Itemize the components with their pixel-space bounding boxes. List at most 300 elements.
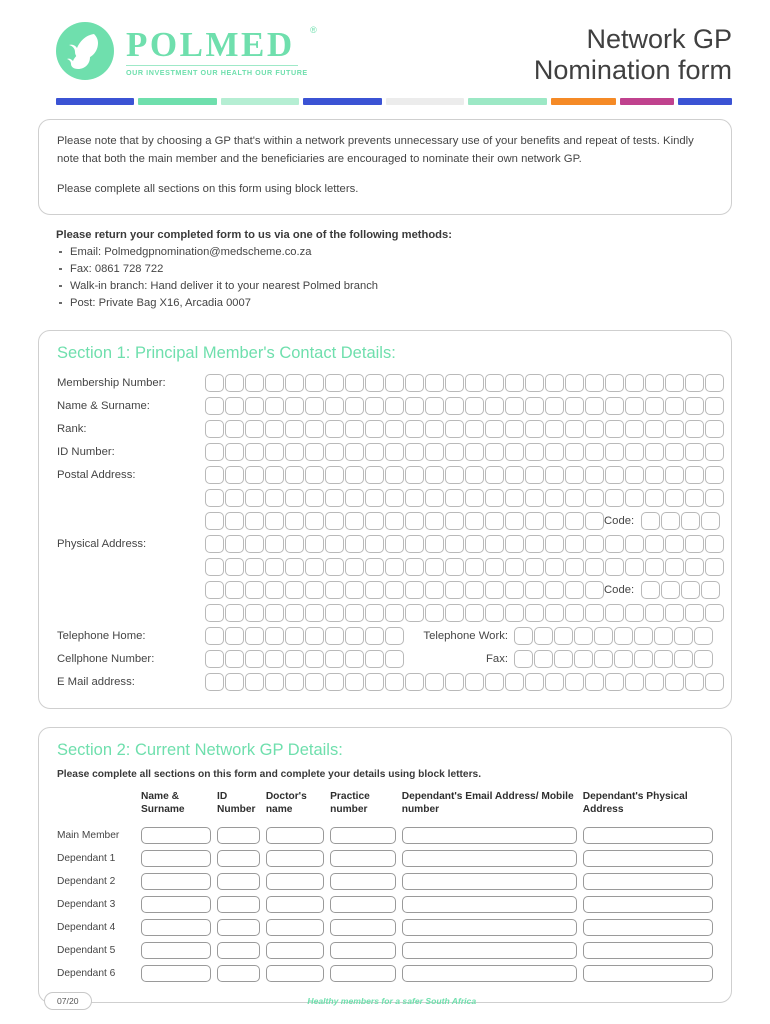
- character-box[interactable]: [465, 397, 484, 415]
- character-box[interactable]: [325, 512, 344, 530]
- character-box[interactable]: [225, 512, 244, 530]
- character-box[interactable]: [605, 535, 624, 553]
- character-box[interactable]: [285, 420, 304, 438]
- character-box[interactable]: [285, 535, 304, 553]
- character-box[interactable]: [485, 397, 504, 415]
- character-box[interactable]: [265, 627, 284, 645]
- character-box[interactable]: [625, 673, 644, 691]
- character-box[interactable]: [665, 489, 684, 507]
- character-box[interactable]: [445, 489, 464, 507]
- character-box[interactable]: [305, 650, 324, 668]
- character-box[interactable]: [585, 535, 604, 553]
- character-box[interactable]: [205, 581, 224, 599]
- character-box[interactable]: [305, 604, 324, 622]
- character-box[interactable]: [405, 581, 424, 599]
- character-box[interactable]: [265, 535, 284, 553]
- character-box[interactable]: [665, 558, 684, 576]
- character-box[interactable]: [465, 489, 484, 507]
- character-box[interactable]: [205, 673, 224, 691]
- character-box[interactable]: [345, 581, 364, 599]
- gp-text-input[interactable]: [266, 965, 324, 982]
- character-box[interactable]: [245, 673, 264, 691]
- character-box[interactable]: [525, 466, 544, 484]
- character-box[interactable]: [625, 558, 644, 576]
- character-box[interactable]: [685, 489, 704, 507]
- character-box[interactable]: [525, 489, 544, 507]
- gp-text-input[interactable]: [217, 896, 260, 913]
- character-box[interactable]: [465, 512, 484, 530]
- character-box[interactable]: [265, 558, 284, 576]
- character-box[interactable]: [305, 420, 324, 438]
- character-box[interactable]: [325, 535, 344, 553]
- gp-text-input[interactable]: [330, 896, 396, 913]
- character-box[interactable]: [534, 627, 553, 645]
- character-box[interactable]: [325, 604, 344, 622]
- character-box[interactable]: [265, 420, 284, 438]
- character-box[interactable]: [345, 397, 364, 415]
- character-box[interactable]: [245, 374, 264, 392]
- character-box[interactable]: [625, 443, 644, 461]
- character-box[interactable]: [694, 627, 713, 645]
- character-box[interactable]: [345, 489, 364, 507]
- gp-text-input[interactable]: [266, 827, 324, 844]
- gp-text-input[interactable]: [141, 850, 211, 867]
- character-box[interactable]: [465, 443, 484, 461]
- character-box[interactable]: [325, 627, 344, 645]
- gp-text-input[interactable]: [583, 850, 713, 867]
- character-box[interactable]: [305, 627, 324, 645]
- gp-text-input[interactable]: [330, 850, 396, 867]
- character-box[interactable]: [585, 581, 604, 599]
- character-box[interactable]: [425, 443, 444, 461]
- character-box[interactable]: [525, 673, 544, 691]
- character-box[interactable]: [465, 604, 484, 622]
- character-box[interactable]: [245, 512, 264, 530]
- character-box[interactable]: [505, 420, 524, 438]
- gp-text-input[interactable]: [217, 873, 260, 890]
- character-box[interactable]: [605, 604, 624, 622]
- gp-text-input[interactable]: [141, 873, 211, 890]
- character-box[interactable]: [505, 489, 524, 507]
- gp-text-input[interactable]: [141, 942, 211, 959]
- character-box[interactable]: [445, 420, 464, 438]
- character-box[interactable]: [265, 397, 284, 415]
- character-box[interactable]: [265, 581, 284, 599]
- character-box[interactable]: [245, 466, 264, 484]
- character-box[interactable]: [705, 535, 724, 553]
- character-box[interactable]: [265, 489, 284, 507]
- character-box[interactable]: [705, 397, 724, 415]
- character-box[interactable]: [205, 397, 224, 415]
- character-box[interactable]: [365, 673, 384, 691]
- character-box[interactable]: [205, 374, 224, 392]
- character-box[interactable]: [365, 604, 384, 622]
- character-box[interactable]: [705, 604, 724, 622]
- character-box[interactable]: [445, 374, 464, 392]
- character-box[interactable]: [485, 420, 504, 438]
- character-box[interactable]: [565, 581, 584, 599]
- character-box[interactable]: [345, 512, 364, 530]
- character-box[interactable]: [345, 558, 364, 576]
- character-box[interactable]: [285, 627, 304, 645]
- character-box[interactable]: [505, 673, 524, 691]
- character-box[interactable]: [325, 374, 344, 392]
- character-box[interactable]: [305, 558, 324, 576]
- character-box[interactable]: [685, 673, 704, 691]
- character-box[interactable]: [245, 558, 264, 576]
- character-box[interactable]: [225, 627, 244, 645]
- character-box[interactable]: [425, 512, 444, 530]
- character-box[interactable]: [445, 397, 464, 415]
- character-box[interactable]: [525, 535, 544, 553]
- character-box[interactable]: [265, 604, 284, 622]
- character-box[interactable]: [525, 604, 544, 622]
- character-box[interactable]: [614, 627, 633, 645]
- character-box[interactable]: [285, 512, 304, 530]
- character-box[interactable]: [565, 512, 584, 530]
- character-box[interactable]: [385, 650, 404, 668]
- character-box[interactable]: [205, 558, 224, 576]
- gp-text-input[interactable]: [402, 873, 577, 890]
- character-box[interactable]: [645, 535, 664, 553]
- character-box[interactable]: [385, 374, 404, 392]
- character-box[interactable]: [265, 466, 284, 484]
- gp-text-input[interactable]: [330, 919, 396, 936]
- character-box[interactable]: [465, 466, 484, 484]
- gp-text-input[interactable]: [402, 850, 577, 867]
- character-box[interactable]: [685, 604, 704, 622]
- character-box[interactable]: [505, 443, 524, 461]
- character-box[interactable]: [685, 443, 704, 461]
- character-box[interactable]: [661, 581, 680, 599]
- character-box[interactable]: [665, 397, 684, 415]
- gp-text-input[interactable]: [402, 896, 577, 913]
- character-box[interactable]: [605, 443, 624, 461]
- character-box[interactable]: [205, 604, 224, 622]
- character-box[interactable]: [565, 466, 584, 484]
- character-box[interactable]: [525, 443, 544, 461]
- character-box[interactable]: [605, 374, 624, 392]
- gp-text-input[interactable]: [583, 942, 713, 959]
- character-box[interactable]: [545, 512, 564, 530]
- character-box[interactable]: [645, 443, 664, 461]
- character-box[interactable]: [565, 420, 584, 438]
- character-box[interactable]: [385, 397, 404, 415]
- character-box[interactable]: [665, 535, 684, 553]
- character-box[interactable]: [345, 420, 364, 438]
- character-box[interactable]: [585, 397, 604, 415]
- character-box[interactable]: [325, 397, 344, 415]
- character-box[interactable]: [705, 489, 724, 507]
- character-box[interactable]: [545, 581, 564, 599]
- character-box[interactable]: [485, 535, 504, 553]
- character-box[interactable]: [574, 627, 593, 645]
- character-box[interactable]: [205, 443, 224, 461]
- character-box[interactable]: [705, 466, 724, 484]
- character-box[interactable]: [365, 512, 384, 530]
- character-box[interactable]: [485, 512, 504, 530]
- gp-text-input[interactable]: [217, 965, 260, 982]
- character-box[interactable]: [594, 627, 613, 645]
- character-box[interactable]: [625, 397, 644, 415]
- character-box[interactable]: [305, 489, 324, 507]
- character-box[interactable]: [525, 374, 544, 392]
- character-box[interactable]: [465, 558, 484, 576]
- character-box[interactable]: [594, 650, 613, 668]
- character-box[interactable]: [285, 489, 304, 507]
- character-box[interactable]: [405, 466, 424, 484]
- character-box[interactable]: [694, 650, 713, 668]
- gp-text-input[interactable]: [330, 965, 396, 982]
- character-box[interactable]: [225, 581, 244, 599]
- character-box[interactable]: [485, 466, 504, 484]
- character-box[interactable]: [665, 673, 684, 691]
- character-box[interactable]: [225, 489, 244, 507]
- character-box[interactable]: [605, 420, 624, 438]
- character-box[interactable]: [625, 466, 644, 484]
- character-box[interactable]: [554, 650, 573, 668]
- character-box[interactable]: [425, 535, 444, 553]
- character-box[interactable]: [345, 443, 364, 461]
- character-box[interactable]: [245, 535, 264, 553]
- character-box[interactable]: [365, 650, 384, 668]
- character-box[interactable]: [641, 581, 660, 599]
- character-box[interactable]: [645, 420, 664, 438]
- character-box[interactable]: [325, 489, 344, 507]
- gp-text-input[interactable]: [330, 827, 396, 844]
- character-box[interactable]: [565, 535, 584, 553]
- character-box[interactable]: [305, 397, 324, 415]
- character-box[interactable]: [325, 581, 344, 599]
- character-box[interactable]: [545, 374, 564, 392]
- character-box[interactable]: [365, 397, 384, 415]
- character-box[interactable]: [625, 420, 644, 438]
- character-box[interactable]: [405, 374, 424, 392]
- character-box[interactable]: [385, 466, 404, 484]
- character-box[interactable]: [325, 466, 344, 484]
- gp-text-input[interactable]: [266, 896, 324, 913]
- character-box[interactable]: [614, 650, 633, 668]
- character-box[interactable]: [505, 374, 524, 392]
- character-box[interactable]: [565, 673, 584, 691]
- character-box[interactable]: [701, 581, 720, 599]
- character-box[interactable]: [665, 374, 684, 392]
- character-box[interactable]: [605, 558, 624, 576]
- character-box[interactable]: [305, 673, 324, 691]
- character-box[interactable]: [674, 627, 693, 645]
- character-box[interactable]: [605, 397, 624, 415]
- character-box[interactable]: [365, 627, 384, 645]
- character-box[interactable]: [525, 397, 544, 415]
- character-box[interactable]: [634, 650, 653, 668]
- character-box[interactable]: [505, 581, 524, 599]
- character-box[interactable]: [445, 581, 464, 599]
- character-box[interactable]: [405, 512, 424, 530]
- character-box[interactable]: [385, 512, 404, 530]
- character-box[interactable]: [245, 650, 264, 668]
- character-box[interactable]: [641, 512, 660, 530]
- character-box[interactable]: [345, 673, 364, 691]
- character-box[interactable]: [285, 581, 304, 599]
- character-box[interactable]: [245, 489, 264, 507]
- gp-text-input[interactable]: [266, 850, 324, 867]
- character-box[interactable]: [585, 604, 604, 622]
- character-box[interactable]: [425, 420, 444, 438]
- gp-text-input[interactable]: [141, 965, 211, 982]
- character-box[interactable]: [385, 443, 404, 461]
- character-box[interactable]: [365, 489, 384, 507]
- character-box[interactable]: [545, 397, 564, 415]
- character-box[interactable]: [485, 374, 504, 392]
- character-box[interactable]: [574, 650, 593, 668]
- character-box[interactable]: [505, 558, 524, 576]
- character-box[interactable]: [265, 443, 284, 461]
- character-box[interactable]: [345, 535, 364, 553]
- character-box[interactable]: [385, 581, 404, 599]
- character-box[interactable]: [585, 466, 604, 484]
- gp-text-input[interactable]: [402, 965, 577, 982]
- character-box[interactable]: [661, 512, 680, 530]
- character-box[interactable]: [225, 374, 244, 392]
- character-box[interactable]: [645, 374, 664, 392]
- character-box[interactable]: [585, 420, 604, 438]
- character-box[interactable]: [205, 466, 224, 484]
- character-box[interactable]: [345, 627, 364, 645]
- character-box[interactable]: [425, 489, 444, 507]
- character-box[interactable]: [245, 443, 264, 461]
- character-box[interactable]: [265, 374, 284, 392]
- gp-text-input[interactable]: [583, 965, 713, 982]
- character-box[interactable]: [265, 512, 284, 530]
- character-box[interactable]: [585, 374, 604, 392]
- character-box[interactable]: [385, 420, 404, 438]
- character-box[interactable]: [385, 673, 404, 691]
- gp-text-input[interactable]: [217, 942, 260, 959]
- character-box[interactable]: [545, 443, 564, 461]
- character-box[interactable]: [205, 420, 224, 438]
- character-box[interactable]: [525, 420, 544, 438]
- character-box[interactable]: [705, 420, 724, 438]
- character-box[interactable]: [554, 627, 573, 645]
- gp-text-input[interactable]: [217, 919, 260, 936]
- character-box[interactable]: [225, 466, 244, 484]
- character-box[interactable]: [385, 489, 404, 507]
- character-box[interactable]: [225, 535, 244, 553]
- gp-text-input[interactable]: [141, 827, 211, 844]
- gp-text-input[interactable]: [217, 827, 260, 844]
- character-box[interactable]: [514, 627, 533, 645]
- character-box[interactable]: [225, 420, 244, 438]
- character-box[interactable]: [465, 420, 484, 438]
- character-box[interactable]: [385, 558, 404, 576]
- character-box[interactable]: [705, 558, 724, 576]
- character-box[interactable]: [325, 673, 344, 691]
- character-box[interactable]: [465, 673, 484, 691]
- character-box[interactable]: [445, 535, 464, 553]
- character-box[interactable]: [645, 466, 664, 484]
- gp-text-input[interactable]: [402, 919, 577, 936]
- character-box[interactable]: [445, 512, 464, 530]
- character-box[interactable]: [545, 420, 564, 438]
- character-box[interactable]: [465, 535, 484, 553]
- character-box[interactable]: [405, 397, 424, 415]
- character-box[interactable]: [425, 374, 444, 392]
- character-box[interactable]: [225, 673, 244, 691]
- character-box[interactable]: [225, 443, 244, 461]
- character-box[interactable]: [365, 558, 384, 576]
- character-box[interactable]: [705, 673, 724, 691]
- character-box[interactable]: [345, 604, 364, 622]
- character-box[interactable]: [465, 374, 484, 392]
- character-box[interactable]: [505, 535, 524, 553]
- character-box[interactable]: [685, 535, 704, 553]
- gp-text-input[interactable]: [141, 896, 211, 913]
- character-box[interactable]: [665, 443, 684, 461]
- gp-text-input[interactable]: [583, 827, 713, 844]
- character-box[interactable]: [385, 604, 404, 622]
- character-box[interactable]: [565, 374, 584, 392]
- character-box[interactable]: [205, 512, 224, 530]
- gp-text-input[interactable]: [583, 896, 713, 913]
- character-box[interactable]: [585, 673, 604, 691]
- character-box[interactable]: [505, 466, 524, 484]
- character-box[interactable]: [365, 581, 384, 599]
- character-box[interactable]: [645, 558, 664, 576]
- character-box[interactable]: [685, 466, 704, 484]
- character-box[interactable]: [405, 420, 424, 438]
- character-box[interactable]: [665, 420, 684, 438]
- character-box[interactable]: [205, 627, 224, 645]
- character-box[interactable]: [701, 512, 720, 530]
- character-box[interactable]: [681, 581, 700, 599]
- character-box[interactable]: [405, 558, 424, 576]
- character-box[interactable]: [534, 650, 553, 668]
- character-box[interactable]: [305, 466, 324, 484]
- character-box[interactable]: [705, 374, 724, 392]
- character-box[interactable]: [525, 512, 544, 530]
- character-box[interactable]: [585, 489, 604, 507]
- character-box[interactable]: [405, 535, 424, 553]
- character-box[interactable]: [685, 420, 704, 438]
- character-box[interactable]: [385, 535, 404, 553]
- character-box[interactable]: [385, 627, 404, 645]
- character-box[interactable]: [645, 397, 664, 415]
- character-box[interactable]: [405, 673, 424, 691]
- gp-text-input[interactable]: [266, 873, 324, 890]
- character-box[interactable]: [265, 650, 284, 668]
- gp-text-input[interactable]: [266, 942, 324, 959]
- character-box[interactable]: [585, 443, 604, 461]
- character-box[interactable]: [645, 604, 664, 622]
- character-box[interactable]: [445, 558, 464, 576]
- character-box[interactable]: [365, 374, 384, 392]
- character-box[interactable]: [365, 443, 384, 461]
- character-box[interactable]: [681, 512, 700, 530]
- character-box[interactable]: [225, 397, 244, 415]
- character-box[interactable]: [545, 673, 564, 691]
- character-box[interactable]: [305, 535, 324, 553]
- character-box[interactable]: [365, 535, 384, 553]
- character-box[interactable]: [205, 650, 224, 668]
- character-box[interactable]: [345, 374, 364, 392]
- character-box[interactable]: [265, 673, 284, 691]
- character-box[interactable]: [425, 397, 444, 415]
- character-box[interactable]: [445, 673, 464, 691]
- character-box[interactable]: [305, 512, 324, 530]
- character-box[interactable]: [674, 650, 693, 668]
- character-box[interactable]: [425, 466, 444, 484]
- character-box[interactable]: [654, 627, 673, 645]
